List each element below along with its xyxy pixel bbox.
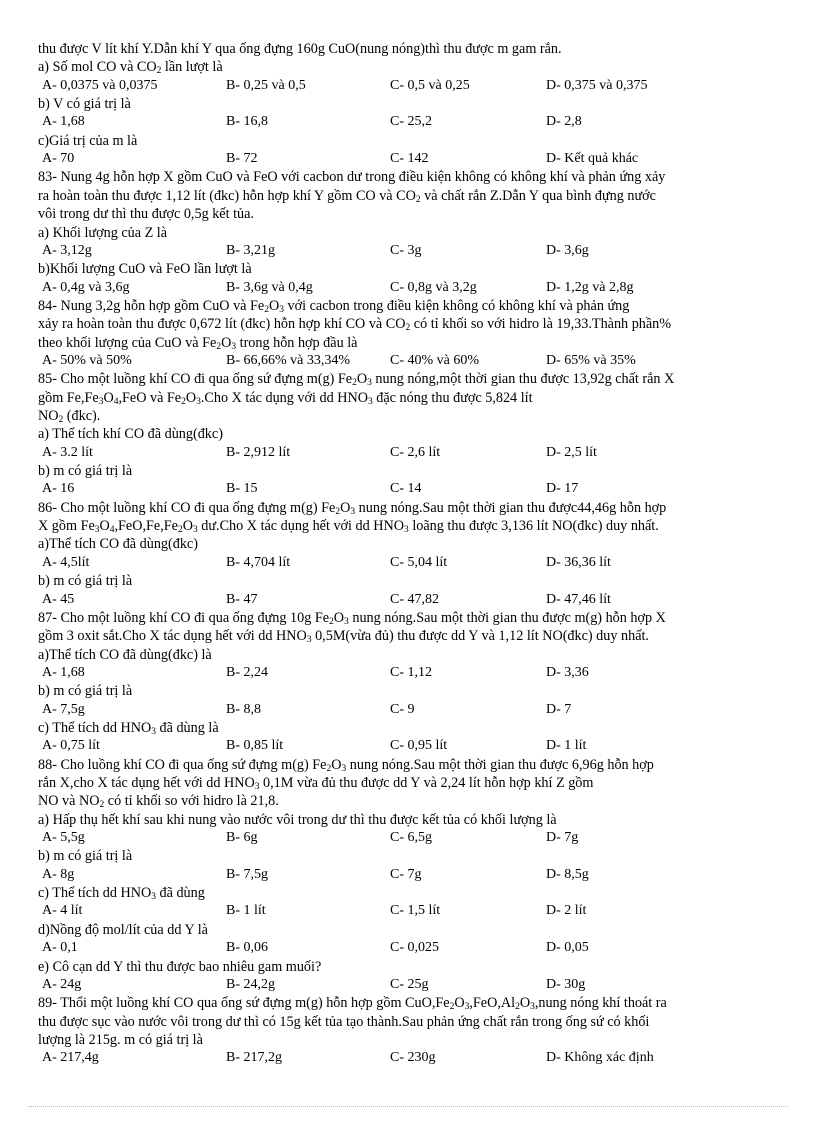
answer-option-c: C- 5,04 lít — [390, 554, 448, 570]
answer-options-row — [0, 444, 816, 462]
answer-option-d: D- 30g — [546, 976, 586, 992]
answer-option-a: A- 0,4g và 3,6g — [42, 279, 130, 295]
answer-options-row — [0, 591, 816, 609]
text-line: b) m có giá trị là — [38, 683, 133, 700]
answer-option-d: D- 17 — [546, 481, 579, 497]
answer-options-row — [0, 1049, 816, 1067]
answer-options-row — [0, 242, 816, 260]
answer-option-c: C- 40% và 60% — [390, 352, 480, 368]
answer-option-c: C- 0,5 và 0,25 — [390, 77, 470, 93]
answer-options-row — [0, 150, 816, 168]
answer-option-d: D- 2 lít — [546, 903, 587, 919]
answer-options-row — [0, 113, 816, 131]
answer-options-row — [0, 352, 816, 370]
answer-option-c: C- 230g — [390, 1050, 436, 1066]
answer-option-d: D- 2,5 lít — [546, 444, 597, 460]
answer-options-row — [0, 554, 816, 572]
answer-option-c: C- 25,2 — [390, 114, 432, 130]
answer-option-b: B- 3,6g và 0,4g — [226, 279, 313, 295]
answer-option-b: B- 0,25 và 0,5 — [226, 77, 306, 93]
answer-options-row — [0, 480, 816, 498]
answer-option-a: A- 50% và 50% — [42, 352, 132, 368]
answer-option-a: A- 1,68 — [42, 664, 85, 680]
text-line: b)Khối lượng CuO và FeO lần lượt là — [38, 261, 252, 278]
answer-option-a: A- 4 lít — [42, 903, 83, 919]
text-line: lượng là 215g. m có giá trị là — [38, 1031, 203, 1048]
answer-option-a: A- 4,5lít — [42, 554, 90, 570]
answer-option-c: C- 14 — [390, 481, 422, 497]
answer-option-b: B- 15 — [226, 481, 258, 497]
text-line: thu được V lít khí Y.Dẫn khí Y qua ống đựng 160g CuO(nung nóng)thì thu được m gam rắn. — [38, 41, 562, 57]
answer-option-d: D- 7 — [546, 701, 572, 717]
text-line: theo khối lượng của CuO và $Fe_2O_3$ trong hỗn hợp đầu là — [38, 334, 358, 352]
text-line: c) Thể tích dd $HNO_3$ đã dùng — [38, 885, 205, 903]
text-line: a) Hấp thụ hết khí sau khi nung vào nước vôi trong dư thì thu được kết tủa có khối lượng là — [38, 811, 557, 828]
answer-option-b: B- 0,85 lít — [226, 738, 284, 754]
text-line: gồm $Fe,Fe_3O_4,FeO$ và $Fe_2O_3.Cho$ X tác dụng với dd $HNO_3$ đặc nóng thu được 5,824 lít — [38, 389, 533, 407]
answer-option-d: D- Không xác định — [546, 1050, 654, 1066]
text-line: NO và $NO_2$ có tỉ khối so với hidro là 21,8. — [38, 793, 279, 811]
answer-option-b: B- 66,66% và 33,34% — [226, 352, 351, 368]
answer-option-b: B- 1 lít — [226, 903, 266, 919]
answer-option-d: D- 36,36 lít — [546, 554, 611, 570]
answer-option-c: C- 0,025 — [390, 940, 439, 956]
answer-options-row — [0, 976, 816, 994]
text-line: b) m có giá trị là — [38, 848, 133, 865]
answer-option-b: B- 16,8 — [226, 114, 268, 130]
answer-option-a: A- 8g — [42, 866, 75, 882]
answer-option-d: D- 47,46 lít — [546, 591, 611, 607]
answer-option-d: D- 8,5g — [546, 866, 589, 882]
text-line: 89- Thổi một luồng khí CO qua ống sứ đựng m(g) hỗn hợp gồm $CuO,Fe_2O_3,FeO,Al_2O_3,nung$ nóng khí thoát ra — [38, 995, 667, 1013]
answer-option-c: C- 1,5 lít — [390, 903, 441, 919]
text-line: 85- Cho một luồng khí CO đi qua ống sứ đựng m(g) $Fe_2O_3$ nung nóng,một thời gian thu được 13,92g chất rắn X — [38, 371, 675, 389]
answer-option-a: A- 217,4g — [42, 1050, 99, 1066]
text-line: b) m có giá trị là — [38, 463, 133, 480]
answer-option-d: D- 3,6g — [546, 242, 589, 258]
answer-option-b: B- 7,5g — [226, 866, 268, 882]
answer-option-a: A- 7,5g — [42, 701, 85, 717]
answer-option-d: D- 2,8 — [546, 114, 582, 130]
answer-option-d: D- Kết quả khác — [546, 151, 639, 167]
answer-option-c: C- 1,12 — [390, 664, 432, 680]
answer-option-a: A- 70 — [42, 151, 75, 167]
answer-options-row — [0, 902, 816, 920]
text-line: a) Thể tích khí CO đã dùng(đkc) — [38, 426, 223, 443]
answer-options-row — [0, 279, 816, 297]
answer-option-a: A- 16 — [42, 481, 75, 497]
answer-option-c: C- 9 — [390, 701, 415, 717]
text-line: 84- Nung 3,2g hỗn hợp gồm CuO và $Fe_2O_3$ với cacbon trong điều kiện không có không khí và phản ứng — [38, 297, 630, 315]
answer-option-c: C- 0,8g và 3,2g — [390, 279, 477, 295]
text-line: xảy ra hoàn toàn thu được 0,672 lít (đkc) hỗn hợp khí CO và $CO_2$ có tỉ khối so với hidro là 19,33.Thành phần% — [38, 316, 672, 334]
text-line: rắn X,cho X tác dụng hết với dd $HNO_3$ 0,1M vừa đủ thu được dd Y và 2,24 lít hỗn hợp khí Z gồm — [38, 775, 594, 792]
answer-option-d: D- 65% và 35% — [546, 352, 636, 368]
answer-option-a: A- 0,1 — [42, 940, 78, 956]
text-line: a) Khối lượng của Z là — [38, 224, 168, 241]
answer-options-row — [0, 77, 816, 95]
answer-option-d: D- 1 lít — [546, 738, 587, 754]
answer-option-b: B- 217,2g — [226, 1050, 282, 1066]
answer-option-b: B- 3,21g — [226, 242, 275, 258]
text-line: e) Cô cạn dd Y thì thu được bao nhiêu gam muối? — [38, 958, 322, 975]
answer-options-row — [0, 829, 816, 847]
text-line: gồm 3 oxit sắt.Cho X tác dụng hết với dd $HNO_3$ 0,5M(vừa đủ) thu được dd Y và 1,12 lít NO(đkc) duy nhất. — [38, 628, 649, 646]
answer-option-b: B- 47 — [226, 591, 258, 607]
text-line: d)Nồng độ mol/lít của dd Y là — [38, 921, 208, 938]
answer-options-row — [0, 939, 816, 957]
answer-options-row — [0, 737, 816, 755]
answer-option-c: C- 7g — [390, 866, 422, 882]
text-line: ra hoàn toàn thu được 1,12 lít (đkc) hỗn hợp khí Y gồm CO và $CO_2$ và chất rắn Z.Dẫn Y qua bình đựng nước — [38, 187, 656, 205]
answer-option-c: C- 47,82 — [390, 591, 439, 607]
answer-options-row — [0, 664, 816, 682]
answer-option-a: A- 5,5g — [42, 830, 85, 846]
answer-option-a: A- 0,0375 và 0,0375 — [42, 77, 158, 93]
answer-option-b: B- 4,704 lít — [226, 554, 291, 570]
answer-option-a: A- 1,68 — [42, 114, 85, 130]
text-line: c)Giá trị của m là — [38, 132, 138, 149]
answer-option-c: C- 25g — [390, 976, 429, 992]
answer-option-c: C- 0,95 lít — [390, 738, 448, 754]
answer-option-d: D- 0,375 và 0,375 — [546, 77, 648, 93]
text-line: c) Thể tích dd $HNO_3$ đã dùng là — [38, 719, 219, 737]
answer-option-a: A- 3,12g — [42, 242, 92, 258]
answer-option-c: C- 6,5g — [390, 830, 432, 846]
text-line: 87- Cho một luồng khí CO đi qua ống đựng 10g $Fe_2O_3$ nung nóng.Sau một thời gian thu được m(g) hỗn hợp X — [38, 609, 666, 627]
answer-option-d: D- 3,36 — [546, 664, 589, 680]
answer-option-c: C- 142 — [390, 151, 429, 167]
text-line: 83- Nung 4g hỗn hợp X gồm CuO và FeO với cacbon dư trong điều kiện không có không khí và phản ứng xảy — [38, 169, 666, 186]
answer-options-row — [0, 701, 816, 719]
answer-option-d: D- 1,2g và 2,8g — [546, 279, 634, 295]
text-line: 88- Cho luồng khí CO đi qua ống sứ đựng m(g) $Fe_2O_3$ nung nóng.Sau một thời gian thu được 6,96g hỗn hợp — [38, 756, 654, 774]
answer-option-b: B- 24,2g — [226, 976, 275, 992]
answer-option-b: B- 2,912 lít — [226, 444, 291, 460]
answer-option-c: C- 2,6 lít — [390, 444, 441, 460]
text-line: X gồm $Fe_3O_4,FeO,Fe,Fe_2O_3$ dư.Cho X tác dụng hết với dd $HNO_3$ loãng thu được 3,136 lít NO(đkc) duy nhất. — [38, 518, 659, 536]
answer-option-a: A- 3.2 lít — [42, 444, 93, 460]
answer-option-b: B- 8,8 — [226, 701, 261, 717]
text-line: 86- Cho một luồng khí CO đi qua ống đựng m(g) $Fe_2O_3$ nung nóng.Sau một thời gian thu được44,46g hỗn hợp — [38, 499, 667, 517]
answer-option-b: B- 6g — [226, 830, 258, 846]
answer-options-row — [0, 866, 816, 884]
answer-option-c: C- 3g — [390, 242, 422, 258]
answer-option-a: A- 0,75 lít — [42, 738, 100, 754]
text-line: a)Thể tích CO đã dùng(đkc) là — [38, 646, 212, 663]
text-line: vôi trong dư thì thu được 0,5g kết tủa. — [38, 206, 254, 223]
text-line: a) Số mol CO và $CO_2$ lần lượt là — [38, 59, 223, 77]
answer-option-b: B- 2,24 — [226, 664, 268, 680]
text-line: a)Thể tích CO đã dùng(đkc) — [38, 536, 198, 553]
text-line: thu được sục vào nước vôi trong dư thì có 15g kết tủa tạo thành.Sau phản ứng chất rắn trong ống sứ có khối — [38, 1013, 650, 1030]
text-line: $NO_2$ (đkc). — [38, 408, 101, 425]
answer-option-a: A- 45 — [42, 591, 75, 607]
answer-option-b: B- 72 — [226, 151, 258, 167]
answer-option-d: D- 7g — [546, 830, 579, 846]
answer-option-a: A- 24g — [42, 976, 82, 992]
text-line: b) m có giá trị là — [38, 573, 133, 590]
page-bottom-divider — [28, 1106, 788, 1107]
answer-option-b: B- 0,06 — [226, 940, 268, 956]
answer-option-d: D- 0,05 — [546, 940, 589, 956]
text-line: b) V có giá trị là — [38, 96, 131, 113]
